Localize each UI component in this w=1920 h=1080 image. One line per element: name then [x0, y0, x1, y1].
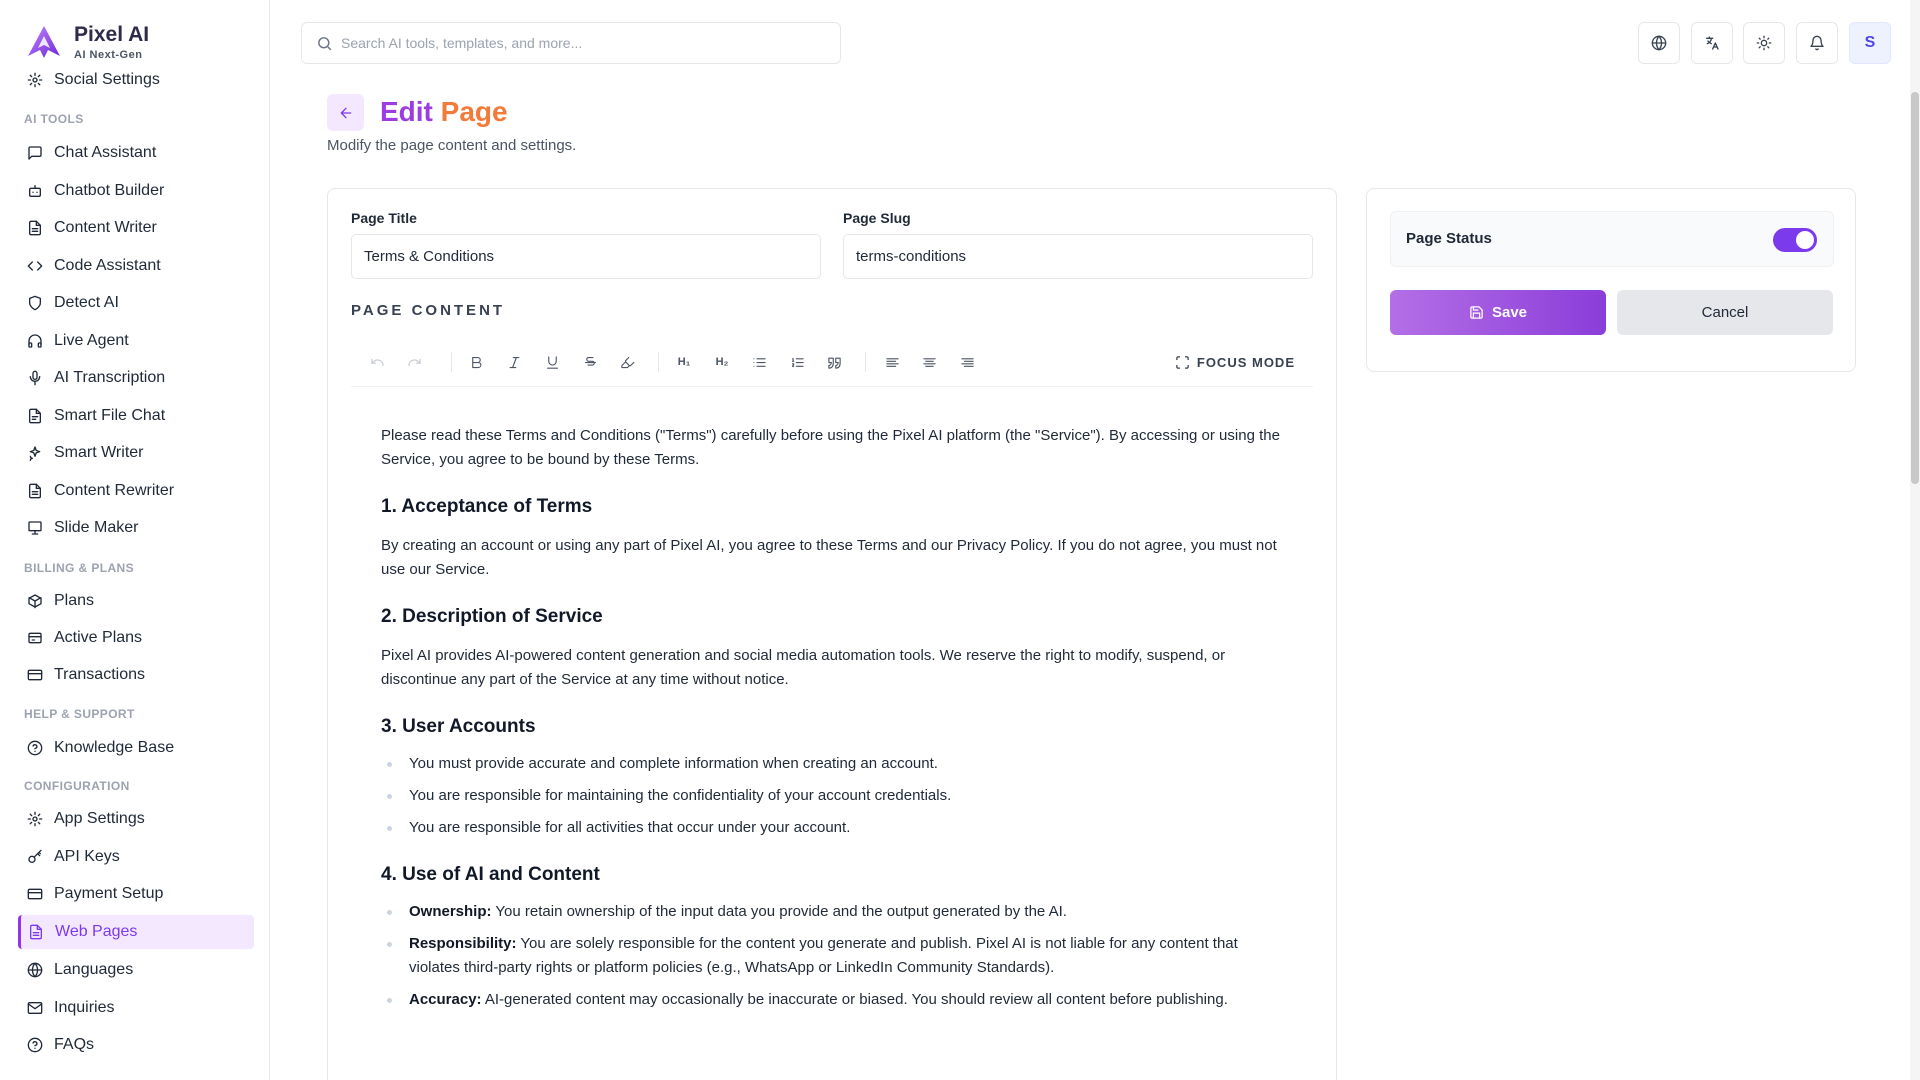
- toolbar-divider: [658, 352, 659, 372]
- maximize-icon: [1175, 355, 1190, 370]
- section-heading: 2. Description of Service: [381, 606, 603, 627]
- undo-icon: [370, 355, 385, 370]
- settings-icon: [27, 811, 43, 827]
- redo-button[interactable]: [403, 351, 425, 373]
- intro-paragraph: Please read these Terms and Conditions ("Terms") carefully before using the Pixel AI platform (the "Service"). By accessing or using the Service, you agree to be bound by these Terms.: [381, 427, 1280, 468]
- sidebar-item-label: Slide Maker: [54, 519, 139, 536]
- package-icon: [27, 593, 43, 609]
- ordered-list-button[interactable]: [786, 351, 808, 373]
- gear-icon: [27, 72, 43, 88]
- sidebar-item-live-agent[interactable]: [18, 324, 254, 358]
- section-paragraph: By creating an account or using any part of Pixel AI, you agree to these Terms and our Privacy Policy. If you do not agree, you must not use our Service.: [381, 537, 1277, 578]
- cancel-label: Cancel: [1701, 304, 1749, 321]
- sidebar-item-chat-assistant[interactable]: [18, 136, 254, 170]
- search-input[interactable]: [341, 35, 821, 51]
- sidebar-item-label: API Keys: [54, 848, 120, 865]
- list-item-text: AI-generated content may occasionally be inaccurate or biased. You should review all content before publishing.: [481, 991, 1228, 1008]
- sidebar-item-label: Web Pages: [55, 923, 138, 940]
- sidebar-item-faqs[interactable]: [18, 1028, 254, 1062]
- list-item-text: You are solely responsible for the content you generate and publish. Pixel AI is not liable for any content that violates third-party rights or platform policies (e.g., WhatsApp or LinkedIn Community Standards).: [409, 935, 1238, 976]
- sidebar-item-label: Detect AI: [54, 294, 119, 311]
- sidebar-item-api-keys[interactable]: [18, 840, 254, 874]
- sidebar-item-label: Active Plans: [54, 629, 143, 646]
- sidebar-item-content-rewriter[interactable]: [18, 474, 254, 508]
- sidebar-item-content-writer[interactable]: [18, 211, 254, 245]
- page-title-label: Page Title: [351, 210, 417, 226]
- edit-page-card: [327, 188, 1337, 1080]
- list-item-text: You retain ownership of the input data you provide and the output generated by the AI.: [491, 903, 1067, 920]
- highlight-button[interactable]: [616, 351, 638, 373]
- page-content-label: PAGE CONTENT: [351, 302, 506, 319]
- italic-icon: [507, 355, 522, 370]
- search-icon: [316, 35, 333, 52]
- italic-button[interactable]: [503, 351, 525, 373]
- sidebar-item-label: Content Writer: [54, 219, 157, 236]
- theme-toggle-button[interactable]: [1743, 22, 1785, 64]
- brand-logo-icon: [24, 22, 64, 62]
- list-item: You are responsible for all activities that occur under your account.: [381, 816, 1291, 840]
- globe-icon: [1651, 35, 1667, 51]
- ai-content-list: [381, 900, 1291, 1012]
- file-icon: [27, 408, 43, 424]
- list-item: [381, 900, 1291, 924]
- bold-icon: [469, 355, 484, 370]
- search-bar[interactable]: [301, 22, 841, 64]
- focus-mode-button[interactable]: [1175, 349, 1295, 375]
- bot-icon: [27, 183, 43, 199]
- editor-toolbar: [351, 337, 1313, 387]
- align-right-icon: [960, 355, 975, 370]
- highlighter-icon: [620, 355, 635, 370]
- sidebar-item-code-assistant[interactable]: [18, 249, 254, 283]
- toolbar-divider: [865, 352, 866, 372]
- bold-button[interactable]: [465, 351, 487, 373]
- sidebar-item-transactions[interactable]: [18, 658, 254, 692]
- file-edit-icon: [27, 483, 43, 499]
- sidebar-item-label: Inquiries: [54, 999, 115, 1016]
- sidebar-item-label: Chat Assistant: [54, 144, 157, 161]
- sidebar-item-label: Payment Setup: [54, 885, 164, 902]
- list-item: [381, 932, 1291, 980]
- accounts-list: [381, 752, 1291, 840]
- arrow-left-icon: [338, 105, 354, 121]
- list-item-term: Ownership:: [409, 903, 492, 920]
- sidebar-item-slide-maker[interactable]: [18, 511, 254, 545]
- key-icon: [27, 849, 43, 865]
- translate-button[interactable]: [1691, 22, 1733, 64]
- translate-icon: [1704, 35, 1720, 51]
- toggle-knob: [1796, 231, 1814, 249]
- align-left-icon: [885, 355, 900, 370]
- presentation-icon: [27, 520, 43, 536]
- rich-text-editor[interactable]: [381, 424, 1291, 1020]
- help-circle-icon: [27, 1037, 43, 1053]
- sidebar-item-label: Plans: [54, 592, 95, 609]
- page-title-part2: Page: [440, 96, 508, 127]
- sidebar-item-ai-transcription[interactable]: [18, 361, 254, 395]
- sidebar-item-label: Code Assistant: [54, 257, 161, 274]
- redo-icon: [407, 355, 422, 370]
- sidebar-item-active-plans[interactable]: [18, 621, 254, 655]
- page-status-toggle[interactable]: [1773, 228, 1817, 252]
- page-status-label: Page Status: [1406, 230, 1492, 247]
- brand[interactable]: [24, 22, 149, 62]
- list-icon: [752, 355, 767, 370]
- sidebar-item-languages[interactable]: [18, 953, 254, 987]
- heading2-button[interactable]: H₂: [715, 356, 729, 368]
- list-item-term: Responsibility:: [409, 935, 517, 952]
- page-slug-label: Page Slug: [843, 210, 911, 226]
- sidebar-item-smart-writer[interactable]: [18, 436, 254, 470]
- strikethrough-icon: [583, 355, 598, 370]
- sidebar-item-label: AI Transcription: [54, 369, 166, 386]
- file-text-icon: [28, 924, 44, 940]
- bullet-list-button[interactable]: [748, 351, 770, 373]
- align-center-button[interactable]: [918, 351, 940, 373]
- sidebar-item-label: Social Settings: [54, 71, 160, 88]
- back-button[interactable]: [327, 94, 364, 131]
- notifications-button[interactable]: [1796, 22, 1838, 64]
- section-heading: 1. Acceptance of Terms: [381, 496, 593, 517]
- sidebar-item-label: Live Agent: [54, 332, 129, 349]
- avatar[interactable]: S: [1849, 22, 1891, 64]
- underline-icon: [545, 355, 560, 370]
- sidebar-item-payment-setup[interactable]: [18, 877, 254, 911]
- sidebar-item-label: Languages: [54, 961, 134, 978]
- list-item-term: Accuracy:: [409, 991, 482, 1008]
- sun-icon: [1756, 35, 1772, 51]
- list-item: [381, 988, 1291, 1012]
- toolbar-divider: [451, 352, 452, 372]
- sidebar-item-chatbot-builder[interactable]: [18, 174, 254, 208]
- sidebar-item-label: FAQs: [54, 1036, 95, 1053]
- sidebar: [0, 0, 270, 1080]
- sidebar-item-label: Smart Writer: [54, 444, 144, 461]
- sidebar-item-label: Content Rewriter: [54, 482, 175, 499]
- section-paragraph: Pixel AI provides AI-powered content generation and social media automation tools. We reserve the right to modify, suspend, or discontinue any part of the Service at any time without notice.: [381, 647, 1226, 688]
- strikethrough-button[interactable]: [579, 351, 601, 373]
- section-billing: BILLING & PLANS: [24, 561, 134, 575]
- mail-icon: [27, 1000, 43, 1016]
- status-card: [1366, 188, 1856, 372]
- mic-icon: [27, 370, 43, 386]
- section-config: CONFIGURATION: [24, 779, 130, 793]
- file-text-icon: [27, 220, 43, 236]
- ticket-icon: [27, 630, 43, 646]
- list-ordered-icon: [790, 355, 805, 370]
- sidebar-item-smart-file-chat[interactable]: [18, 399, 254, 433]
- sidebar-item-knowledge-base[interactable]: [18, 731, 254, 765]
- sidebar-item-social-settings[interactable]: [18, 63, 254, 97]
- bell-icon: [1809, 35, 1825, 51]
- message-square-icon: [27, 145, 43, 161]
- blockquote-button[interactable]: [823, 351, 845, 373]
- quote-icon: [827, 355, 842, 370]
- save-button[interactable]: [1390, 290, 1606, 335]
- sidebar-item-label: Transactions: [54, 666, 145, 683]
- align-left-button[interactable]: [881, 351, 903, 373]
- credit-card-icon: [27, 667, 43, 683]
- save-label: Save: [1491, 304, 1528, 321]
- scrollbar-thumb[interactable]: [1911, 92, 1919, 484]
- sparkles-icon: [27, 445, 43, 461]
- focus-mode-label: FOCUS MODE: [1196, 354, 1295, 370]
- page-title-input[interactable]: [351, 234, 821, 279]
- help-circle-icon: [27, 740, 43, 756]
- brand-name: Pixel AI: [74, 23, 150, 46]
- section-help: HELP & SUPPORT: [24, 707, 135, 721]
- sidebar-item-label: App Settings: [54, 810, 145, 827]
- language-button[interactable]: [1638, 22, 1680, 64]
- underline-button[interactable]: [541, 351, 563, 373]
- sidebar-item-detect-ai[interactable]: [18, 286, 254, 320]
- page-status-row: [1390, 211, 1834, 267]
- cancel-button[interactable]: [1617, 290, 1833, 335]
- section-heading: 3. User Accounts: [381, 716, 536, 737]
- sidebar-item-label: Chatbot Builder: [54, 182, 165, 199]
- page-title-part1: Edit: [380, 96, 433, 127]
- undo-button[interactable]: [366, 351, 388, 373]
- page-subtitle: Modify the page content and settings.: [327, 137, 577, 154]
- sidebar-item-web-pages[interactable]: [18, 915, 254, 949]
- sidebar-item-label: Smart File Chat: [54, 407, 166, 424]
- sidebar-item-plans[interactable]: [18, 584, 254, 618]
- page-slug-input[interactable]: [843, 234, 1313, 279]
- align-right-button[interactable]: [956, 351, 978, 373]
- heading1-button[interactable]: H₁: [677, 356, 691, 368]
- save-icon: [1469, 305, 1484, 320]
- sidebar-item-label: Knowledge Base: [54, 739, 175, 756]
- list-item: You are responsible for maintaining the confidentiality of your account credentials.: [381, 784, 1291, 808]
- list-item: You must provide accurate and complete information when creating an account.: [381, 752, 1291, 776]
- brand-tagline: AI Next-Gen: [74, 49, 143, 61]
- page-scrollbar[interactable]: [1910, 0, 1920, 1080]
- align-center-icon: [922, 355, 937, 370]
- sidebar-item-inquiries[interactable]: [18, 991, 254, 1025]
- page-title: [380, 94, 508, 130]
- sidebar-item-app-settings[interactable]: [18, 802, 254, 836]
- shield-icon: [27, 295, 43, 311]
- globe-icon: [27, 962, 43, 978]
- headphones-icon: [27, 333, 43, 349]
- wallet-icon: [27, 886, 43, 902]
- section-ai-tools: AI TOOLS: [24, 112, 84, 126]
- code-icon: [27, 258, 43, 274]
- section-heading: 4. Use of AI and Content: [381, 864, 600, 885]
